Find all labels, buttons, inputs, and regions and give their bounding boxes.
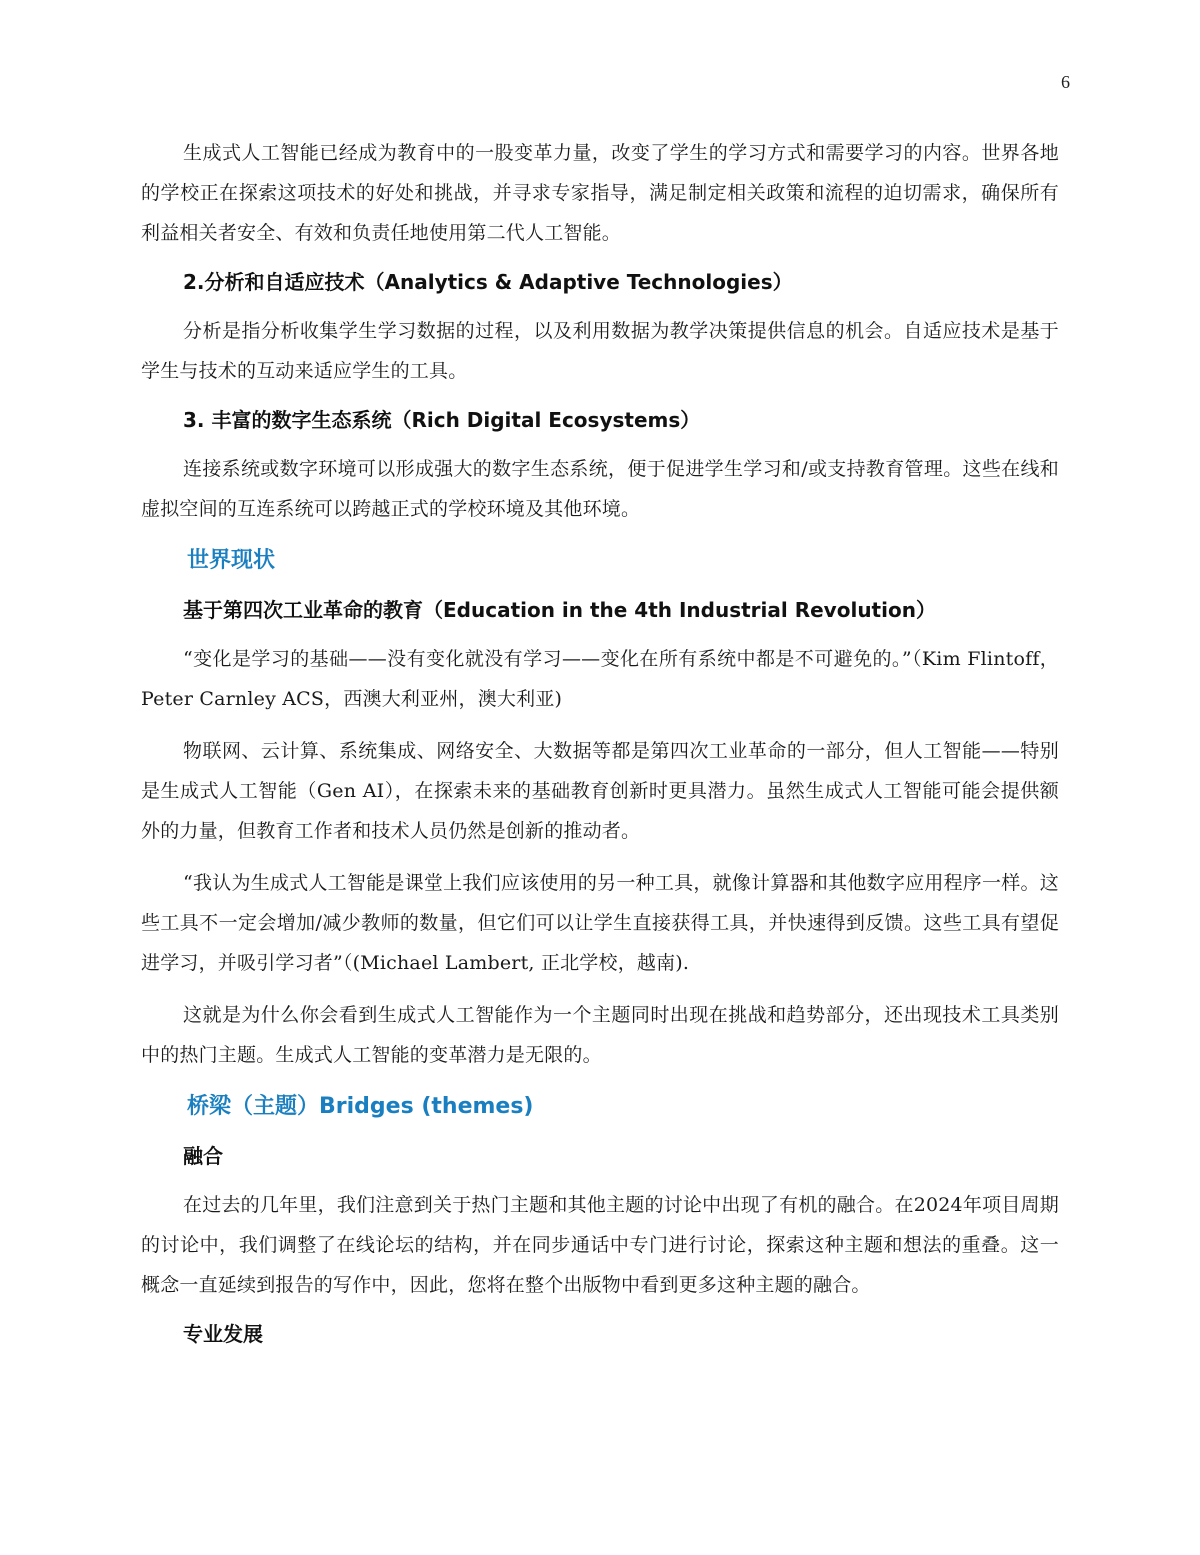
paragraph-gen-ai-potential: 这就是为什么你会看到生成式人工智能作为一个主题同时出现在挑战和趋势部分，还出现技术工具类别中的热门主题。生成式人工智能的变革潜力是无限的。 — [141, 1004, 1059, 1066]
paragraph-analytics: 分析是指分析收集学生学习数据的过程，以及利用数据为教学决策提供信息的机会。自适应技术是基于学生与技术的互动来适应学生的工具。 — [141, 320, 1059, 382]
page-content — [141, 133, 1059, 1351]
section-heading-world-status: 世界现状 — [187, 548, 276, 573]
heading-analytics-adaptive: 2.分析和自适应技术（Analytics & Adaptive Technologies） — [183, 270, 793, 294]
section-heading-bridges: 桥梁（主题）Bridges (themes) — [187, 1094, 534, 1119]
paragraph-fusion: 在过去的几年里，我们注意到关于热门主题和其他主题的讨论中出现了有机的融合。在2024年项目周期的讨论中，我们调整了在线论坛的结构，并在同步通话中专门进行讨论，探索这种主题和想法的重叠。这一概念一直延续到报告的写作中，因此，您将在整个出版物中看到更多这种主题的融合。 — [141, 1194, 1059, 1296]
page-number: 6 — [1061, 72, 1070, 92]
quote-kim-flintoff: “变化是学习的基础——没有变化就没有学习——变化在所有系统中都是不可避免的。”（Kim Flintoff，Peter Carnley ACS，西澳大利亚州，澳大利亚) — [141, 648, 1059, 710]
paragraph-gen-ai-intro: 生成式人工智能已经成为教育中的一股变革力量，改变了学生的学习方式和需要学习的内容。世界各地的学校正在探索这项技术的好处和挑战，并寻求专家指导，满足制定相关政策和流程的迫切需求，确保所有利益相关者安全、有效和负责任地使用第二代人工智能。 — [141, 142, 1059, 244]
quote-michael-lambert: “我认为生成式人工智能是课堂上我们应该使用的另一种工具，就像计算器和其他数字应用程序一样。这些工具不一定会增加/减少教师的数量，但它们可以让学生直接获得工具，并快速得到反馈。这些工具有望促进学习，并吸引学习者”（(Michael Lambert, 正北学校，越南). — [141, 872, 1059, 974]
heading-education-4ir: 基于第四次工业革命的教育（Education in the 4th Industrial Revolution） — [183, 598, 936, 622]
heading-professional-development: 专业发展 — [183, 1322, 263, 1346]
paragraph-ecosystems: 连接系统或数字环境可以形成强大的数字生态系统，便于促进学生学习和/或支持教育管理。这些在线和虚拟空间的互连系统可以跨越正式的学校环境及其他环境。 — [141, 458, 1059, 520]
heading-fusion: 融合 — [183, 1144, 223, 1168]
heading-rich-digital-ecosystems: 3. 丰富的数字生态系统（Rich Digital Ecosystems） — [183, 408, 701, 432]
paragraph-4ir-technologies: 物联网、云计算、系统集成、网络安全、大数据等都是第四次工业革命的一部分，但人工智能——特别是生成式人工智能（Gen AI），在探索未来的基础教育创新时更具潜力。虽然生成式人工智能可能会提供额外的力量，但教育工作者和技术人员仍然是创新的推动者。 — [141, 740, 1059, 842]
